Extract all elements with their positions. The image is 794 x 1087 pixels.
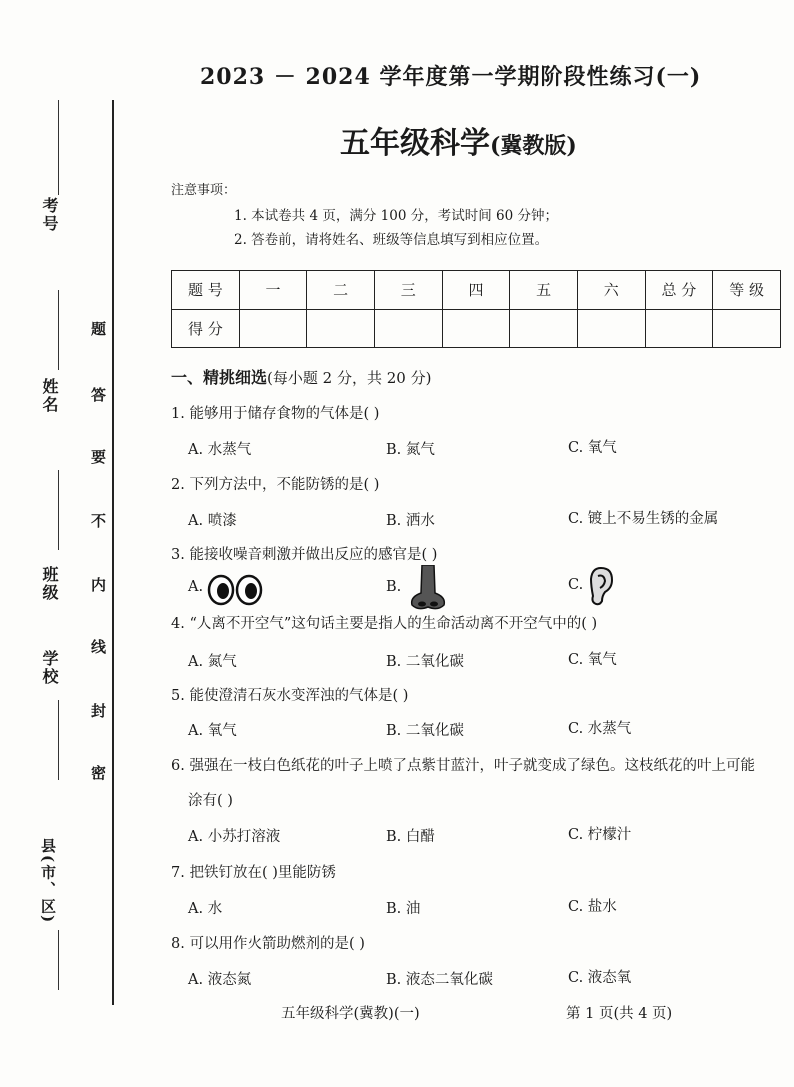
- option-b[interactable]: B. 二氧化碳: [386, 723, 464, 739]
- seal-char-da: 答: [91, 386, 107, 404]
- section-name: 一、精挑细选: [171, 368, 268, 387]
- section-note: (每小题 2 分，共 20 分): [267, 369, 432, 387]
- edition-label: (冀教版): [490, 133, 577, 159]
- option-c[interactable]: C. 水蒸气: [568, 721, 632, 737]
- blank-line-county: [58, 930, 59, 990]
- option-a[interactable]: A. 喷漆: [188, 513, 237, 529]
- subject-title: [340, 118, 577, 162]
- subject-name: 五年级科学: [340, 126, 490, 161]
- option-a[interactable]: A. 小苏打溶液: [188, 829, 281, 845]
- field-exam-no: 考号: [40, 197, 59, 233]
- question-stem-continued: 涂有( ): [188, 793, 233, 809]
- footer-page-number: 第 1 页(共 4 页): [566, 1006, 673, 1022]
- seal-char-nei: 内: [91, 576, 107, 594]
- score-cell[interactable]: [374, 309, 442, 348]
- option-c[interactable]: C. 氧气: [568, 440, 617, 456]
- score-col-1: 一: [239, 271, 307, 310]
- score-cell[interactable]: [510, 309, 578, 348]
- blank-line-name: [58, 290, 59, 370]
- seal-char-bu: 不: [91, 512, 107, 530]
- field-class: 班级: [40, 566, 59, 602]
- score-col-grade: 等 级: [713, 271, 781, 310]
- option-a[interactable]: A. 液态氮: [188, 972, 252, 988]
- option-b[interactable]: B. 氮气: [386, 442, 435, 458]
- blank-line-exam-no: [58, 100, 59, 195]
- option-c[interactable]: C. 盐水: [568, 899, 617, 915]
- option-b[interactable]: B. 二氧化碳: [386, 654, 464, 670]
- option-a[interactable]: A. 氮气: [188, 654, 237, 670]
- question-stem: 7. 把铁钉放在( )里能防锈: [171, 865, 336, 881]
- score-table-label: 题 号: [172, 271, 240, 310]
- option-b[interactable]: B. 液态二氧化碳: [386, 972, 493, 988]
- field-county: 县(市、区): [39, 838, 57, 925]
- option-c[interactable]: C. 柠檬汁: [568, 827, 632, 843]
- question-stem: 6. 强强在一枝白色纸花的叶子上喷了点紫甘蓝汁，叶子就变成了绿色。这枝纸花的叶上可能: [171, 758, 755, 774]
- option-a[interactable]: A.: [188, 579, 204, 595]
- score-col-4: 四: [442, 271, 510, 310]
- option-a[interactable]: A. 氧气: [188, 723, 237, 739]
- ear-icon: [588, 566, 614, 606]
- eyes-icon: [207, 574, 263, 606]
- field-name: 姓名: [40, 378, 59, 414]
- seal-char-mi: 密: [91, 764, 107, 782]
- seal-char-feng: 封: [91, 702, 107, 720]
- question-stem: 1. 能够用于储存食物的气体是( ): [171, 406, 380, 422]
- score-col-total: 总 分: [645, 271, 713, 310]
- option-c[interactable]: C. 镀上不易生锈的金属: [568, 511, 719, 527]
- field-school: 学校: [40, 650, 59, 686]
- option-c[interactable]: C. 液态氧: [568, 970, 632, 986]
- footer-subject: 五年级科学(冀教)(一): [281, 1006, 420, 1022]
- question-stem: 3. 能接收噪音刺激并做出反应的感官是( ): [171, 547, 438, 563]
- score-row-label: 得 分: [172, 309, 240, 348]
- option-c[interactable]: C. 氧气: [568, 652, 617, 668]
- section-title: [171, 365, 431, 388]
- score-cell[interactable]: [713, 309, 781, 348]
- question-stem: 2. 下列方法中，不能防锈的是( ): [171, 477, 380, 493]
- exam-title: 2023 － 2024 学年度第一学期阶段性练习(一): [200, 64, 702, 90]
- seal-char-ti: 题: [91, 320, 107, 338]
- score-table: [171, 270, 781, 348]
- option-c[interactable]: C.: [568, 577, 584, 593]
- option-b[interactable]: B. 油: [386, 901, 421, 917]
- score-col-6: 六: [577, 271, 645, 310]
- score-cell[interactable]: [577, 309, 645, 348]
- nose-icon: [408, 565, 448, 611]
- option-b[interactable]: B. 洒水: [386, 513, 435, 529]
- binding-line-outer: [112, 100, 114, 1005]
- score-cell[interactable]: [442, 309, 510, 348]
- option-b[interactable]: B.: [386, 579, 402, 595]
- seal-char-yao: 要: [91, 448, 107, 466]
- notice-item-2: 2. 答卷前，请将姓名、班级等信息填写到相应位置。: [234, 232, 549, 248]
- question-stem: 5. 能使澄清石灰水变浑浊的气体是( ): [171, 688, 409, 704]
- question-stem: 8. 可以用作火箭助燃剂的是( ): [171, 936, 365, 952]
- score-cell[interactable]: [645, 309, 713, 348]
- option-a[interactable]: A. 水: [188, 901, 223, 917]
- score-col-5: 五: [510, 271, 578, 310]
- blank-line-school: [58, 700, 59, 780]
- option-a[interactable]: A. 水蒸气: [188, 442, 252, 458]
- blank-line-class: [58, 470, 59, 550]
- score-table-header-row: [172, 271, 781, 310]
- notice-heading: 注意事项：: [171, 183, 237, 198]
- score-col-2: 二: [307, 271, 375, 310]
- option-b[interactable]: B. 白醋: [386, 829, 435, 845]
- score-cell[interactable]: [239, 309, 307, 348]
- seal-char-xian: 线: [91, 638, 107, 656]
- score-table-score-row: [172, 309, 781, 348]
- notice-item-1: 1. 本试卷共 4 页，满分 100 分，考试时间 60 分钟；: [234, 208, 558, 224]
- score-col-3: 三: [374, 271, 442, 310]
- question-stem: 4. “人离不开空气”这句话主要是指人的生命活动离不开空气中的( ): [171, 616, 598, 632]
- score-cell[interactable]: [307, 309, 375, 348]
